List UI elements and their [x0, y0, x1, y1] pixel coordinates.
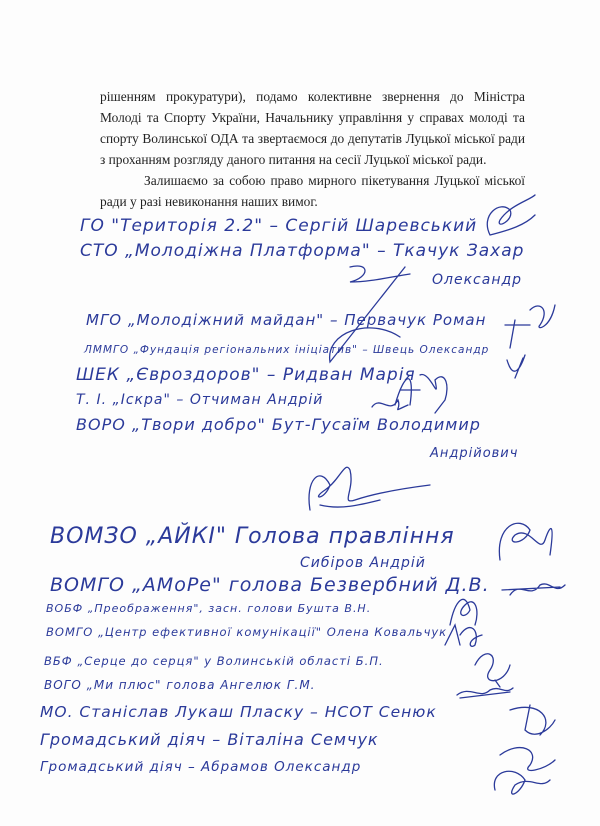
handwritten-line: ВОМЗО „АЙКІ" Голова правління [50, 524, 455, 549]
handwritten-line: Сибіров Андрій [300, 555, 426, 571]
handwritten-line: ЛММГО „Фундація регіональних ініціатив" – Швець Олександр [84, 344, 490, 356]
signature-scribble [470, 700, 560, 810]
signature-scribble [370, 395, 410, 415]
handwritten-line: МГО „Молодіжний майдан" – Первачук Роман [86, 311, 487, 329]
handwritten-line: Олександр [432, 272, 523, 288]
handwritten-line: Андрійович [430, 446, 519, 461]
handwritten-line: ВОМГО „Центр ефективної комунікації" Олена Ковальчук [46, 625, 448, 639]
handwritten-line: ВБФ „Серце до серця" у Волинській області Б.П. [44, 654, 384, 668]
signature-scribble [500, 300, 560, 350]
signature-scribble [300, 460, 440, 520]
handwritten-line: ВОМГО „АМоРе" голова Безвербний Д.В. [50, 574, 490, 596]
handwritten-line: Громадський діяч – Абрамов Олександр [40, 759, 362, 775]
signature-scribble [330, 262, 420, 372]
paragraph-picketing: Залишаємо за собою право мирного пікетування Луцької міської ради у разі невиконання наших вимог. [100, 173, 525, 209]
handwritten-line: ВОРО „Твори добро" Бут-Гусаїм Володимир [76, 415, 481, 434]
signature-scribble [480, 195, 540, 245]
handwritten-line: ВОГО „Ми плюс" голова Ангелюк Г.М. [44, 678, 316, 692]
signature-scribble [505, 350, 535, 380]
signature-scribble [490, 515, 560, 565]
handwritten-line: СТО „Молодіжна Платформа" – Ткачук Захар [80, 241, 525, 261]
handwritten-line: Громадський діяч – Віталіна Семчук [40, 730, 379, 749]
handwritten-line: Т. І. „Іскра" – Отчиман Андрій [76, 392, 324, 408]
handwritten-line: ГО "Територія 2.2" – Сергій Шаревський [80, 216, 478, 236]
printed-text [100, 86, 525, 212]
handwritten-line: ШЕК „Євроздоров" – Ридван Марія [76, 365, 416, 385]
handwritten-line: ВОБФ „Преображення", засн. голови Бушта В.Н. [46, 602, 372, 615]
handwritten-line: МО. Станіслав Лукаш Пласку – НСОТ Сенюк [40, 703, 437, 721]
paragraph-appeal: рішенням прокуратури), подамо колективне звернення до Міністра Молоді та Спорту України, Начальнику управління у справах молоді та спорту Волинської ОДА та звертаємося до депутатів Луцької міської ради з проханням розгляду даного питання на сесії Луцької міської ради. [100, 89, 525, 167]
signature-scribble [500, 575, 570, 600]
